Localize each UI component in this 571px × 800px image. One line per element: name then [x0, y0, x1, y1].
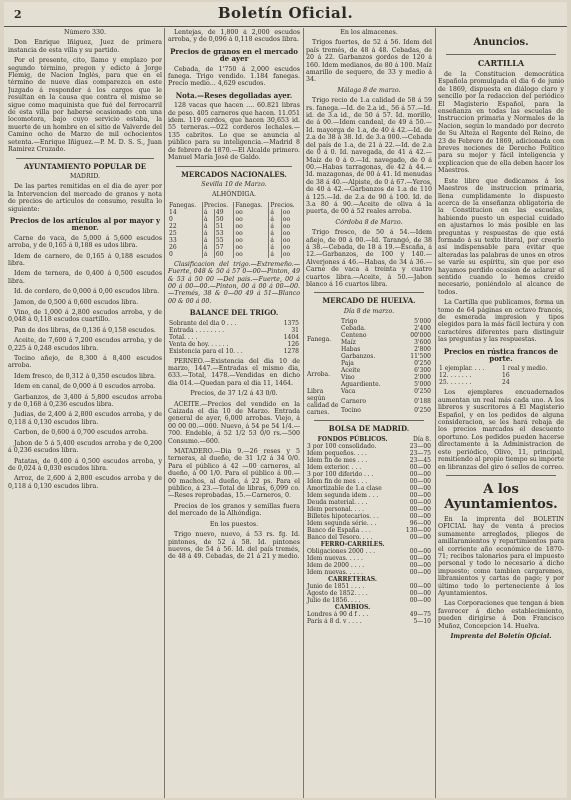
precios-title: Precios de los artículos al por mayor y menor. [9, 215, 161, 233]
precio-rustica-price: 1 real y medio. [502, 365, 548, 373]
edict-heading: Don Enrique Iñiguez, Juez de primera instancia de esta villa y su partido. [8, 39, 162, 54]
perneo-text: PERNEO.—Existencia del dia 10 de marzo, 1447.—Entradas el mismo dia, 633.—Total, 1478.—Vendidas en dicho dia 014.—Quedan para el dia 11, 1464. [168, 357, 300, 387]
bolsa-row [306, 450, 432, 457]
bolsa-title: BOLSA DE MADRID. [328, 424, 410, 434]
bolsa-label: Deuda material. . . . [307, 498, 368, 506]
huelva-row [306, 318, 432, 325]
granos-title: Precios de granos en el mercado de ayer [170, 46, 298, 64]
table-header: Precios. [269, 202, 300, 209]
table-cell: oo [281, 237, 300, 244]
clasificacion-text: Clasificacion del trigo.—Extremeño.—Fuerte, 048 & 50 á 57 0—00—Pinton, 49 & 53 á 50 00 —Del pais.—Fuerte, 00 á 00 á 00—00.—Pinton, 00 á 00 á 00—00.—Tremés, 38 & 0—00 49 á 51—Blanco 00 & 00 á 00. [168, 260, 300, 305]
precio-item: Idem de carnero, de 0,165 á 0,188 escudos libra. [8, 252, 162, 267]
table-row [168, 209, 300, 216]
precio-item: Pan de dos libras, de 0,136 á 0,158 escudos. [14, 326, 156, 334]
bolsa-row [306, 499, 432, 506]
bolsa-label: Amortizable de 1.a clase [307, 484, 382, 492]
bolsa-label: Junio de 1851 . . . . [307, 582, 365, 590]
huelva-item: Cebada. [341, 325, 366, 333]
table-cell: á [269, 244, 282, 251]
table-cell: á [202, 251, 214, 258]
table-cell: 60 [214, 251, 234, 258]
precio-rustica-qty: 1 ejemplar. . . . [439, 365, 485, 373]
cartilla-text: Este libro que dedicamos á los Maestros de instruccion primaria, llena cumplidamente lo dispuesto acerca de la enseñanza obligatoria de la Constitucion en las escuelas, habiendo puesto un especial cuidado en ajustarnos lo más posible en las preguntas y respuestas de que está formado á su texto literal, por creerlo así indispensable para evitar que alteradas las palabras de unos en otros se varíe su espíritu, sin que por eso hayamos perdido ocasion de aclarar el sentido cuando lo hemos creido necesario, poniéndolo al alcance de todos. [438, 177, 564, 296]
table-cell: 14 [169, 208, 177, 216]
precio-item: Idem en canal, de 0,000 á 0 escudos arroba. [14, 383, 156, 391]
bolsa-row [306, 471, 432, 478]
balance-label: Existencia para el 10. . . [169, 347, 243, 355]
table-cell: á [269, 251, 282, 258]
bolsa-label: Banco del Tesoro. . . . [307, 533, 373, 541]
perneo-precios: Precios, de 37 1/2 á 43 0/0. [190, 390, 278, 398]
bolsa-spacer [399, 541, 432, 548]
table-cell: á [202, 244, 214, 251]
precio-rustica-row [438, 365, 564, 372]
balance-label: Total. . . . [169, 333, 198, 341]
column-rule [303, 28, 304, 798]
cordoba-title: Córdoba 8 de Marzo. [335, 218, 403, 226]
balance-value: 1404 [283, 333, 299, 341]
huelva-row [306, 360, 432, 367]
bolsa-value: 00—00 [409, 561, 431, 569]
reses-title: Nota.—Reses degolladas ayer. [175, 90, 293, 100]
huelva-price: 5'000 [414, 318, 431, 326]
precio-item: Aceite, de 7,600 á 7,200 escudos arroba, y de 0,225 á 0,248 escudos libra. [8, 337, 162, 352]
balance-row [168, 334, 300, 341]
divider [446, 475, 556, 476]
ayuntamiento-title: AYUNTAMIENTO POPULAR DE [23, 161, 147, 171]
table-cell: oo [281, 251, 300, 258]
table-header: Fanegas. [169, 201, 197, 209]
huelva-price: 2'000 [414, 374, 431, 382]
alhondiga-text: Precios de los granos y semillas fuera del mercado de la Alhóndiga. [168, 502, 300, 518]
precio-item: Jamon, de 0,500 á 0,600 escudos libra. [14, 298, 139, 306]
column-4 [438, 29, 564, 794]
bolsa-value: 96—00 [409, 519, 431, 527]
huelva-item: Paja [341, 360, 354, 368]
table-cell: á [269, 223, 282, 230]
divider [314, 292, 424, 293]
table-cell: á [202, 209, 214, 216]
table-cell: 25 [169, 229, 177, 237]
bolsa-row [306, 492, 432, 499]
masthead [4, 2, 567, 27]
precio-rustica-qty: 25. . . . . . . [439, 379, 472, 387]
huelva-item: Aguardiente. [341, 381, 381, 389]
nacionales-title: MERCADOS NACIONALES. [181, 169, 287, 179]
precio-item: Arroz, de 2,600 á 2,800 escudos arroba y de 0,118 á 0,130 escudos libra. [8, 475, 162, 490]
huelva-item: Habas [341, 346, 361, 354]
table-cell: 22 [169, 222, 177, 230]
balance-value: 1375 [283, 319, 299, 327]
divider [16, 158, 154, 159]
edict-number: Número 330. [63, 29, 107, 36]
bolsa-row [306, 478, 432, 485]
huelva-price: 00'000 [410, 332, 431, 340]
balance-label: Venta de hoy. . . . . . [169, 340, 229, 348]
bolsa-row [306, 513, 432, 520]
bolsa-row [306, 534, 432, 541]
ayuntamientos-text: En la imprenta del BOLETIN OFICIAL hay de venta á precios sumamente arreglados, pliegos de amillaramientos y repartimientos para el corriente año económico de 1870-71; recibos talonarios para el impuesto personal y todo lo necesario á dicho impuesto; como tambien cargaremes, libramientos y cartas de pago; y por último todo lo perteneciente á los Ayuntamientos. [438, 515, 564, 597]
huelva-unit: Arroba. [307, 370, 331, 378]
bolsa-value: 23—45 [409, 456, 431, 464]
huelva-item: Maíz [341, 339, 356, 347]
newspaper-title: Boletín Oficial. [217, 4, 354, 22]
bolsa-value: 00—00 [409, 470, 431, 478]
bolsa-spacer [399, 604, 432, 611]
bolsa-row [306, 548, 432, 555]
table-cell: oo [281, 216, 300, 223]
cartilla-text: La Cartilla que publicamos, forma un tomo de 64 páginas en octavo francés, de esmerada impresion y tipos elegidos para la más fácil lectura y con caractéres diferentes para distinguir las preguntas y las respuestas. [438, 299, 564, 344]
huelva-price: 6'300 [414, 367, 431, 375]
newspaper-page [4, 2, 567, 798]
precio-rustica-row [438, 379, 564, 386]
precio-item: Jabon de 5 á 5,400 escudos arroba y de 0,200 á 0,236 escudos libra. [8, 439, 162, 455]
cartilla-text: de la Constitucion democrática Española promulgada el dia 6 de junio de 1869, dispuesta en diálogo claro y sencillo por la redaccion del periódico El Magisterio Español, para la enseñanza en todas las escuelas de Instruccion primaria y Normales de la Nacion, según lo mandado por decreto de Su Alteza el Regente del Reino, de 23 de Febrero de 1869, adicionada con breves nociones de Derecho Político para su mejor y fácil inteligencia y explicacion que de ella deben hacer los Maestros. [438, 71, 564, 175]
column-3 [306, 29, 432, 794]
bolsa-label: Banco de España . . . [307, 526, 371, 534]
bolsa-label: Idem segunda idem . . . [307, 491, 379, 499]
precio-item: Idem fresco, de 0,312 á 0,350 escudos libra. [14, 372, 156, 380]
bolsa-label: Idem pequeños. . . . [307, 449, 367, 457]
table-cell: oo [281, 223, 300, 230]
bolsa-row [306, 618, 432, 625]
bolsa-value: 00—00 [409, 554, 431, 562]
column-1 [8, 29, 162, 794]
huelva-price: 0'188 [414, 397, 431, 405]
huelva-price: 11'500 [410, 353, 431, 361]
table-header: Fanegas. [234, 202, 269, 209]
bolsa-row [306, 611, 432, 618]
bolsa-value: 00—00 [409, 596, 431, 604]
almacenes-title: En los almacenes. [340, 29, 398, 36]
bolsa-label: Julio de 1856. . . . [307, 596, 361, 604]
pedidos-text: Los ejemplares encuadernados aumentan un real más cada uno. A los libreros y suscritores á El Magisterio Español, y en los pedidos de alguna consideracion, se les hará rebaja de los precios marcados el descuento oportuno. Los pedidos pueden hacerse directamente á la Administracion de este periódico, Olivo, 11, principal, remitiendo al propio tiempo su importe en libranzas del giro ó sellos de correo. [438, 389, 564, 471]
bolsa-value: 00—00 [409, 491, 431, 499]
precio-item: Patatas, de 0,400 á 0,500 escudos arroba, y de 0,024 á 0,030 escudos libra. [8, 457, 162, 472]
precio-rustica-row [438, 372, 564, 379]
huelva-item: Aceite [341, 367, 361, 375]
bolsa-value: 00—00 [409, 589, 431, 597]
bolsa-row [306, 485, 432, 492]
huelva-unit: Libra según calidad de carnes. [307, 388, 339, 417]
balance-label: Sobrante del dia 0 . . . [169, 319, 237, 327]
bolsa-label: 3 por 100 consolidado. [307, 442, 377, 450]
table-cell: oo [234, 216, 269, 223]
bolsa-value: 00—00 [409, 547, 431, 555]
bolsa-label: Billetes hipotecarios. . . [307, 512, 379, 520]
bolsa-section-title: FONDOS PÚBLICOS. [317, 435, 388, 443]
bolsa-spacer [399, 576, 432, 583]
precio-rustica-qty: 12. . . . . . . [439, 372, 472, 380]
huelva-item: Centeno [341, 332, 367, 340]
balance-row [168, 341, 300, 348]
huelva-price: 0'250 [414, 388, 431, 396]
bolsa-row [306, 583, 432, 590]
bolsa-label: Idem nuevas. . . . . [307, 568, 363, 576]
divider [176, 166, 292, 167]
bolsa-section-date: Día 8. [413, 435, 431, 443]
bolsa-label: Idem de 2000 . . . . [307, 561, 365, 569]
huelva-item: Trigo [341, 318, 358, 326]
divider [314, 420, 424, 421]
bolsa-row [306, 597, 432, 604]
bolsa-row [306, 443, 432, 450]
table-cell: oo [234, 244, 269, 251]
bolsa-value: 00—00 [409, 505, 431, 513]
table-cell: 49 [214, 209, 234, 216]
cartilla-title: CARTILLA [477, 58, 525, 68]
bolsa-value: 00—00 [409, 463, 431, 471]
huelva-price: 3'600 [414, 339, 431, 347]
huelva-price: 2'400 [414, 325, 431, 333]
matadero-text: MATADERO.—Dia 9.—26 reses y 5 terneras, al dueño, de 31 1/2 á 34 0/0. Para el público á 42 —00 carneros, al dueño, á 00 1/0. Para el público á 00.—00 machos, al dueño, á 22 ps. Para el público, á 23.—Total de libras, 6,099 co.—Reses reprobadas, 15.—Carneros, 0. [168, 448, 300, 500]
precio-item: Garbanzos, de 3,400 á 5,800 escudos arroba y de 0,168 á 0,236 escudos libra. [8, 393, 162, 409]
bolsa-label: Obligaciones 2000 . . . [307, 547, 376, 555]
table-cell: á [202, 237, 214, 244]
table-cell: 0 [169, 250, 173, 258]
table-row [168, 223, 300, 230]
huelva-price: 0'250 [414, 360, 431, 368]
balance-value: 31 [291, 326, 299, 334]
table-cell: oo [234, 209, 269, 216]
table-cell: 51 [214, 223, 234, 230]
bolsa-row [306, 590, 432, 597]
huelva-item: Vino [341, 374, 355, 382]
ayuntamiento-place: MADRID. [69, 172, 101, 180]
precio-rustica-price: 16 [502, 372, 510, 380]
bolsa-row [306, 464, 432, 471]
bolsa-label: Idem nuevas. . . . . [307, 554, 363, 562]
bolsa-label: París á 8 d. v . . . . [307, 617, 362, 625]
precio-rustica-price: 24 [502, 379, 510, 387]
huelva-date: Día 8 de marzo. [343, 307, 395, 315]
edict-body: Por el presente, cito, llamo y emplazo por segundo término, pregon y edicto á Jorge Flemig, de Nacion Inglés, para que en el término de nueve dias comparezca en este Juzgado á responder á los cargos que le resultan en la causa que contra el mismo se sigue como maquinista que fué del ferrocarril de esta villa por haberse ocasionado con una locomotora, bajo cuyo servicio estaba, la muerte de un hombre en el sitio de Valverde del Camino ocho de Marzo de mil ochocientos setenta.—Enrique Iñiguez.—P. M. D. S. S., Juan Ramirez Cruzado. [8, 57, 162, 154]
column-rule [435, 28, 436, 798]
table-cell: 53 [214, 230, 234, 237]
precio-item: Carbon, de 0,600 á 0,700 escudos arroba. [14, 429, 148, 437]
table-header: Precios. [202, 202, 234, 209]
table-cell: á [202, 230, 214, 237]
bolsa-value: 00—00 [409, 512, 431, 520]
bolsa-value: 00—00 [409, 498, 431, 506]
huelva-price: 5'000 [414, 381, 431, 389]
table-row [168, 230, 300, 237]
bolsa-row [306, 562, 432, 569]
table-cell: 26 [169, 243, 177, 251]
sevilla-date: Sevilla 10 de Marzo. [201, 180, 267, 188]
bolsa-value: 130—00 [405, 526, 431, 534]
precios-rustica-title: Precios en rústica francos de porte. [443, 346, 559, 364]
table-cell: 0 [169, 215, 173, 223]
malaga-title: Málaga 8 de marzo. [337, 86, 401, 94]
bolsa-label: Idem personal. . . . [307, 505, 365, 513]
bolsa-section [306, 576, 432, 583]
table-cell: oo [281, 244, 300, 251]
table-row [168, 237, 300, 244]
table-cell: 55 [214, 237, 234, 244]
balance-row [168, 348, 300, 355]
anuncios-title: Anuncios. [473, 37, 529, 48]
bolsa-section-title: CARRETERAS. [328, 575, 377, 583]
table-cell: á [202, 223, 214, 230]
table-row [168, 216, 300, 223]
table-cell: oo [234, 251, 269, 258]
table-cell: 33 [169, 236, 177, 244]
precio-item: Idem de ternera, de 0,400 á 0,500 escudos libra. [8, 270, 162, 285]
aceite-text: ACEITE.—Precios del vendido en la Caizada el dia 10 de Marzo. Entrada general de ayer, 6,000 arrobas. Viejo, á 00 00 00.—000. Nuevo, á 54 pe 54 1/4.—700. Endeble, á 52 1/2 53 0/0 rs.—500 Consumo.—600. [168, 400, 300, 445]
table-cell: oo [234, 230, 269, 237]
bolsa-label: 3 por 100 diferido . . . [307, 470, 374, 478]
bolsa-section [306, 541, 432, 548]
table-cell: oo [281, 209, 300, 216]
bolsa-value: 00—00 [409, 533, 431, 541]
bolsa-value: 00—00 [409, 484, 431, 492]
alhondiga-table [168, 202, 300, 258]
bolsa-row [306, 555, 432, 562]
precios-rustica-table [438, 365, 564, 386]
table-cell: á [269, 209, 282, 216]
precio-item: Carne de vaca, de 5,000 á 5,600 escudos arroba, y de 0,165 á 0,188 es udos libra. [8, 234, 162, 250]
bolsa-label: Idem segunda série. . . [307, 519, 377, 527]
table-cell: 57 [214, 244, 234, 251]
puestos-text: Trigo nuevo, nuevo, á 53 rs. fg. Id. pintones, de 52 á 58. Id. pintones nuevos, de 54 á 56. Id. del país tremés, de 48 á 49. Cebadas, de 21 á 21 y medio. [168, 531, 300, 561]
precio-item: Tocino añejo, de 8,300 á 8,400 escudos arroba. [8, 355, 162, 370]
almacenes-text: Trigos fuertes, de 52 á 56. Idem del país tremés, de 48 á 48. Cebadas, de 20 á 22. Garbanzos gordos de 120 á 160. Idem medianos, de 80 á 100. Maíz amarillo de sequero, de 33 y medio á 34. [306, 39, 432, 84]
bolsa-row [306, 569, 432, 576]
bolsa-value: 00—00 [409, 477, 431, 485]
page-number: 2 [14, 8, 22, 21]
bolsa-row [306, 506, 432, 513]
ayuntamientos-text-2: Las Corporaciones que tengan á bien favorecer á dicho establecimiento, pueden dirigirse á Don Francisco Muñoz, Concepcion 14. Huelva. [438, 600, 564, 630]
precio-item: Vino, de 1,000 á 2,800 escudos arroba, y de 0,048 á 0,118 escudos cuartillo. [8, 309, 162, 324]
table-cell: oo [234, 237, 269, 244]
bolsa-value: 23—75 [409, 449, 431, 457]
bolsa-section-title: CAMBIOS. [334, 603, 371, 611]
column-rule [164, 28, 165, 798]
bolsa-value: 00—00 [409, 568, 431, 576]
huelva-item: Vaca [341, 388, 356, 396]
bolsa-value: 5—10 [413, 617, 431, 625]
imprenta-footer: Imprenta del Boletín Oficial. [450, 633, 552, 640]
bolsa-value: 00—00 [409, 582, 431, 590]
precios-list [8, 235, 162, 490]
balance-value: 126 [287, 340, 299, 348]
table-cell: á [269, 216, 282, 223]
huelva-item: Tocino [341, 406, 361, 414]
table-cell: oo [234, 223, 269, 230]
balance-table [168, 320, 300, 355]
table-cell: á [269, 237, 282, 244]
column-2 [168, 29, 300, 794]
precio-item: Judias, de 2,400 á 2,800 escudos arroba, y de 0,118 á 0,130 escudos libra. [8, 411, 162, 426]
huelva-item: Carnero [341, 397, 366, 405]
balance-title: BALANCE DEL TRIGO. [189, 308, 279, 318]
huelva-price: 0'250 [414, 406, 431, 414]
cordoba-text: Trigo fresco, de 50 á 54.—Idem añejo, de 00 á 00.—Id. Tarangó, de 38 á 38.—Cebada, de 18 á 19.—Escaña, á 12.—Garbanzos, de 100 y 140.—Alverjones á 46.—Habas, de 34 á 36.—Carne de vaca á treinta y cuatro cuartos libra.—Aceite, á 50.—Jabon blanco á 16 cuartos libra. [306, 229, 432, 288]
balance-value: 1278 [283, 347, 299, 355]
lentejas-text: Lentejas, de 1,800 á 2,000 escudos arroba, y de 0,096 á 0,118 escudos libra. [168, 29, 300, 44]
table-cell: 50 [214, 216, 234, 223]
sevilla-sub: ALHÓNDIGA. [211, 191, 256, 199]
balance-label: Entrada . . . . . . . . [169, 326, 225, 334]
ayuntamientos-title: A los Ayuntamientos. [444, 481, 558, 512]
balance-row [168, 320, 300, 327]
bolsa-row [306, 457, 432, 464]
table-cell: á [269, 230, 282, 237]
bolsa-section [306, 436, 432, 443]
divider [446, 54, 556, 55]
ayuntamiento-intro: De las partes remitidas en el dia de ayer por la Intervencion del mercado de granos y nota de precios de artículos de consumo, resulta lo siguiente: [8, 183, 162, 213]
bolsa-value: 49—75 [409, 610, 431, 618]
bolsa-label: Idem fin de mes . . . [307, 456, 368, 464]
huelva-item: Garbanzos. [341, 353, 376, 361]
bolsa-row [306, 520, 432, 527]
precio-item: Id. de cordero, de 0,000 á 0,00 escudos libra. [14, 288, 160, 296]
huelva-title: MERCADO DE HUELVA. [322, 296, 416, 306]
balance-row [168, 327, 300, 334]
table-row [168, 251, 300, 258]
bolsa-label: Agosto de 1852. . . . [307, 589, 368, 597]
fondos-table [306, 436, 432, 625]
granos-text: Cebada, de 1'750 á 2,000 escudos fanega. Trigo vendido. 1.184 fanegas. Precio medio... 4,629 escudos. [168, 65, 300, 88]
huelva-table [306, 318, 432, 416]
table-cell: á [202, 216, 214, 223]
huelva-price: 2'800 [414, 346, 431, 354]
bolsa-row [306, 527, 432, 534]
bolsa-section-title: FERRO-CARRILES. [320, 540, 385, 548]
huelva-row [306, 388, 432, 397]
table-cell: oo [281, 230, 300, 237]
bolsa-section [306, 604, 432, 611]
puestos-title: En los puestos. [209, 520, 259, 528]
huelva-unit: Fanega. [307, 335, 332, 343]
table-row [168, 244, 300, 251]
malaga-text: Trigo recio de 1.a calidad de 58 á 59 rs. fanega.—Id. de 2.a id., 56 á 57.—Id. id. de 3.a id., de 50 á 57. Id. morillo, de á 00.—Idem candeal, de 49 á 50.—Id. mayorga de 1.a, de 40 á 42.—Id. de 2.a de 38 á 38. Id. de 3.a 000.—Cebada del país de 1.a, de 21 á 22.—Id. de 2.a de 0 á 0. Id. navegada, de 41 á 42.—Maíz de 0 á 0.—Id. navegado, de 0 á 00.—Habas tarragonas, de 42 á 44.—Id. mazagonas, de 00 á 41. Id menudas de 38 á 40.—Alpiste, de 0 á 67.—Yeros, de 40 á 42.—Garbanzos de 1.a de 110 á 125.—Id. de 2.a de 90 á 100. Id. de 3.a 80 á 90.—Aceite de oliva á la puerta, de 00 á 52 reales arroba. [306, 97, 432, 216]
reses-text: 128 vacas que hacen .... 60.821 libras de peso. 405 carneros que hacen. 11.051 idem. 119 cerdos, que hacen 30,653 id. 55 terneras.—022 corderos lechales.—135 cabritos. Lo que se anuncia al público para su inteligencia.—Madrid 8 de febrero de 1870.—El Alcalde primero. Manuel María José de Galdo. [168, 102, 300, 162]
bolsa-label: Idem exterior. . . . [307, 463, 362, 471]
bolsa-label: Londres á 90 d f . . . [307, 610, 369, 618]
bolsa-value: 23—00 [409, 442, 431, 450]
bolsa-label: Idem fin de mes . . . [307, 477, 368, 485]
